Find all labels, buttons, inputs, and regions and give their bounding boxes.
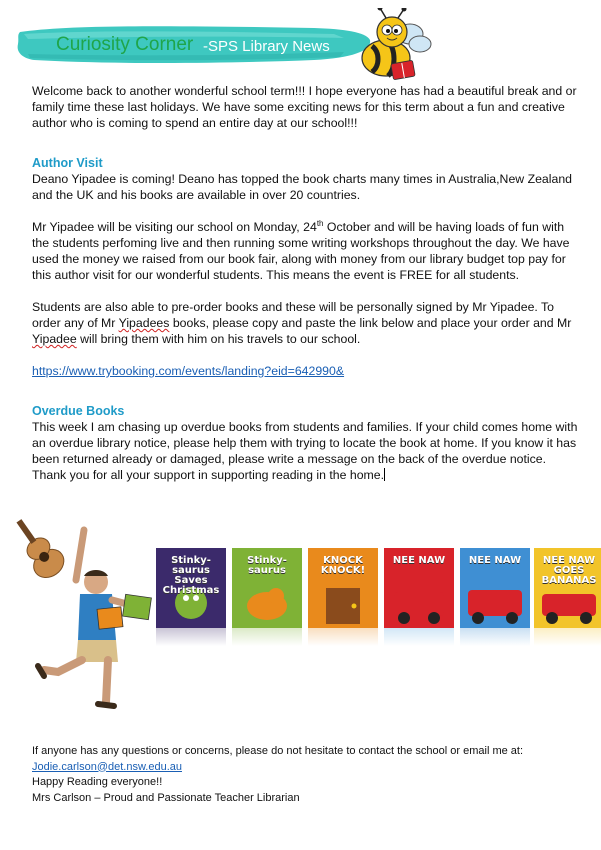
book-covers-row	[156, 548, 601, 648]
bee-reading-icon	[340, 8, 436, 88]
book-cover	[232, 548, 302, 628]
signature-line: Mrs Carlson – Proud and Passionate Teacher Librarian	[32, 791, 300, 804]
intro-paragraph: Welcome back to another wonderful school term!!! I hope everyone has had a beautiful break and or family time these last holidays. We have some exciting news for this term about a fun and creative author who is coming to spend an entire day at our school!!!	[32, 84, 577, 130]
overdue-books-paragraph: This week I am chasing up overdue books from students and families. If your child comes home with an overdue library notice, please help them with trying to locate the book at home. If you know it has been returned already or damaged, please write a message on the back of the overdue notice. Thank you for all your support in supporting reading in the home.	[32, 420, 578, 482]
book-reflection	[460, 628, 530, 646]
contact-line: If anyone has any questions or concerns, please do not hesitate to contact the school or email me at:	[32, 745, 524, 757]
book-reflection	[156, 628, 226, 646]
book-reflection	[384, 628, 454, 646]
book-reflection	[534, 628, 601, 646]
author-with-guitar-image	[14, 510, 154, 720]
newsletter-subtitle: -SPS Library News	[203, 38, 330, 55]
book-cover	[460, 548, 530, 628]
author-visit-paragraph-2: Mr Yipadee will be visiting our school on Monday, 24th October and will be having loads of fun with the students perfoming live and then running some writing workshops throughout the day. We have used the money we raised from our book fair, along with money from our library budget top pay for this author visit for our wonderful students. This means the event is FREE for all students.	[32, 218, 570, 282]
newsletter-footer	[32, 744, 592, 806]
happy-reading-line: Happy Reading everyone!!	[32, 776, 163, 788]
book-title: NEE NAW GOES BANANAS	[541, 555, 597, 586]
newsletter-title: Curiosity Corner	[56, 34, 194, 55]
author-visit-paragraph-3: Students are also able to pre-order books and these will be personally signed by Mr Yipadee. To order any of Mr Yipadees books, please copy and paste the link below and place your order and Mr Yipadee will bring them with him on his travels to our school.	[32, 300, 572, 346]
book-cover	[534, 548, 601, 628]
book-reflection	[232, 628, 302, 646]
book-title: NEE NAW	[468, 555, 522, 566]
book-title: Stinky-saurus Saves Christmas	[162, 555, 220, 596]
book-title: NEE NAW	[392, 555, 446, 566]
author-visit-paragraph-1: Deano Yipadee is coming! Deano has topped the book charts many times in Australia,New Zealand and the UK and his books are available in over 20 countries.	[32, 172, 573, 202]
overdue-books-heading: Overdue Books	[32, 404, 125, 418]
author-visit-heading: Author Visit	[32, 156, 103, 170]
book-cover	[384, 548, 454, 628]
text-cursor	[384, 468, 385, 481]
newsletter-body	[32, 83, 580, 483]
book-cover	[308, 548, 378, 628]
book-reflection	[308, 628, 378, 646]
book-title: KNOCK KNOCK!	[320, 555, 366, 576]
book-cover	[156, 548, 226, 628]
trybooking-link[interactable]: https://www.trybooking.com/events/landing?eid=642990&	[32, 364, 345, 378]
email-link[interactable]: Jodie.carlson@det.nsw.edu.au	[32, 760, 182, 773]
book-title: Stinky-saurus	[247, 555, 287, 576]
